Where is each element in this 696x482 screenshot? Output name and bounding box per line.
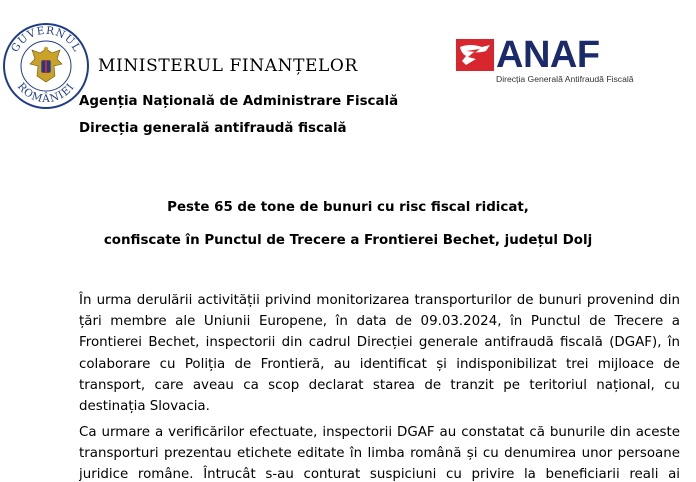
body-paragraph-1	[79, 290, 680, 417]
anaf-logo	[456, 34, 656, 87]
anaf-subtitle: Direcția Generală Antifraudă Fiscală	[496, 74, 634, 84]
text-line: țări membre ale Uniunii Europene, în data de 09.03.2024, în Punctul de Trecere a	[79, 314, 680, 330]
directorate-name: Direcția generală antifraudă fiscală	[79, 121, 347, 136]
seal-text-top: GUVERNUL	[8, 24, 84, 55]
text-line: colaborare cu Poliția de Frontieră, au identificat și indisponibilizat trei mijloace de	[79, 356, 680, 372]
body-paragraph-2	[79, 422, 680, 482]
ministry-name: MINISTERUL FINANȚELOR	[98, 56, 358, 76]
government-seal-icon	[2, 22, 90, 110]
anaf-eagle-icon	[456, 39, 494, 71]
text-line: transporturi prezentau etichete editate în limba română și cu denumirea unor persoane	[79, 446, 680, 462]
seal-text-bottom: ROMÂNIEI	[14, 80, 78, 106]
text-line: juridice române. Întrucât s-au conturat suspiciuni cu privire la beneficiarii reali ai	[79, 467, 680, 482]
text-line: destinația Slovacia.	[79, 398, 210, 414]
text-line: transport, care aveau ca scop declarat starea de tranzit pe teritoriul național, cu	[79, 377, 680, 393]
anaf-wordmark: ANAF	[496, 34, 600, 76]
text-line: Frontierei Bechet, inspectorii din cadrul Direcției generale antifraudă fiscală (DGAF), în	[79, 335, 680, 351]
agency-name: Agenția Națională de Administrare Fiscală	[79, 94, 399, 109]
text-line: În urma derulării activității privind monitorizarea transporturilor de bunuri provenind din	[79, 293, 680, 308]
press-title-line2: confiscate în Punctul de Trecere a Frontierei Bechet, județul Dolj	[103, 233, 593, 248]
text-line: Ca urmare a verificărilor efectuate, inspectorii DGAF au constatat că bunurile din aceste	[79, 425, 680, 440]
press-title-line1: Peste 65 de tone de bunuri cu risc fiscal ridicat,	[167, 200, 529, 215]
